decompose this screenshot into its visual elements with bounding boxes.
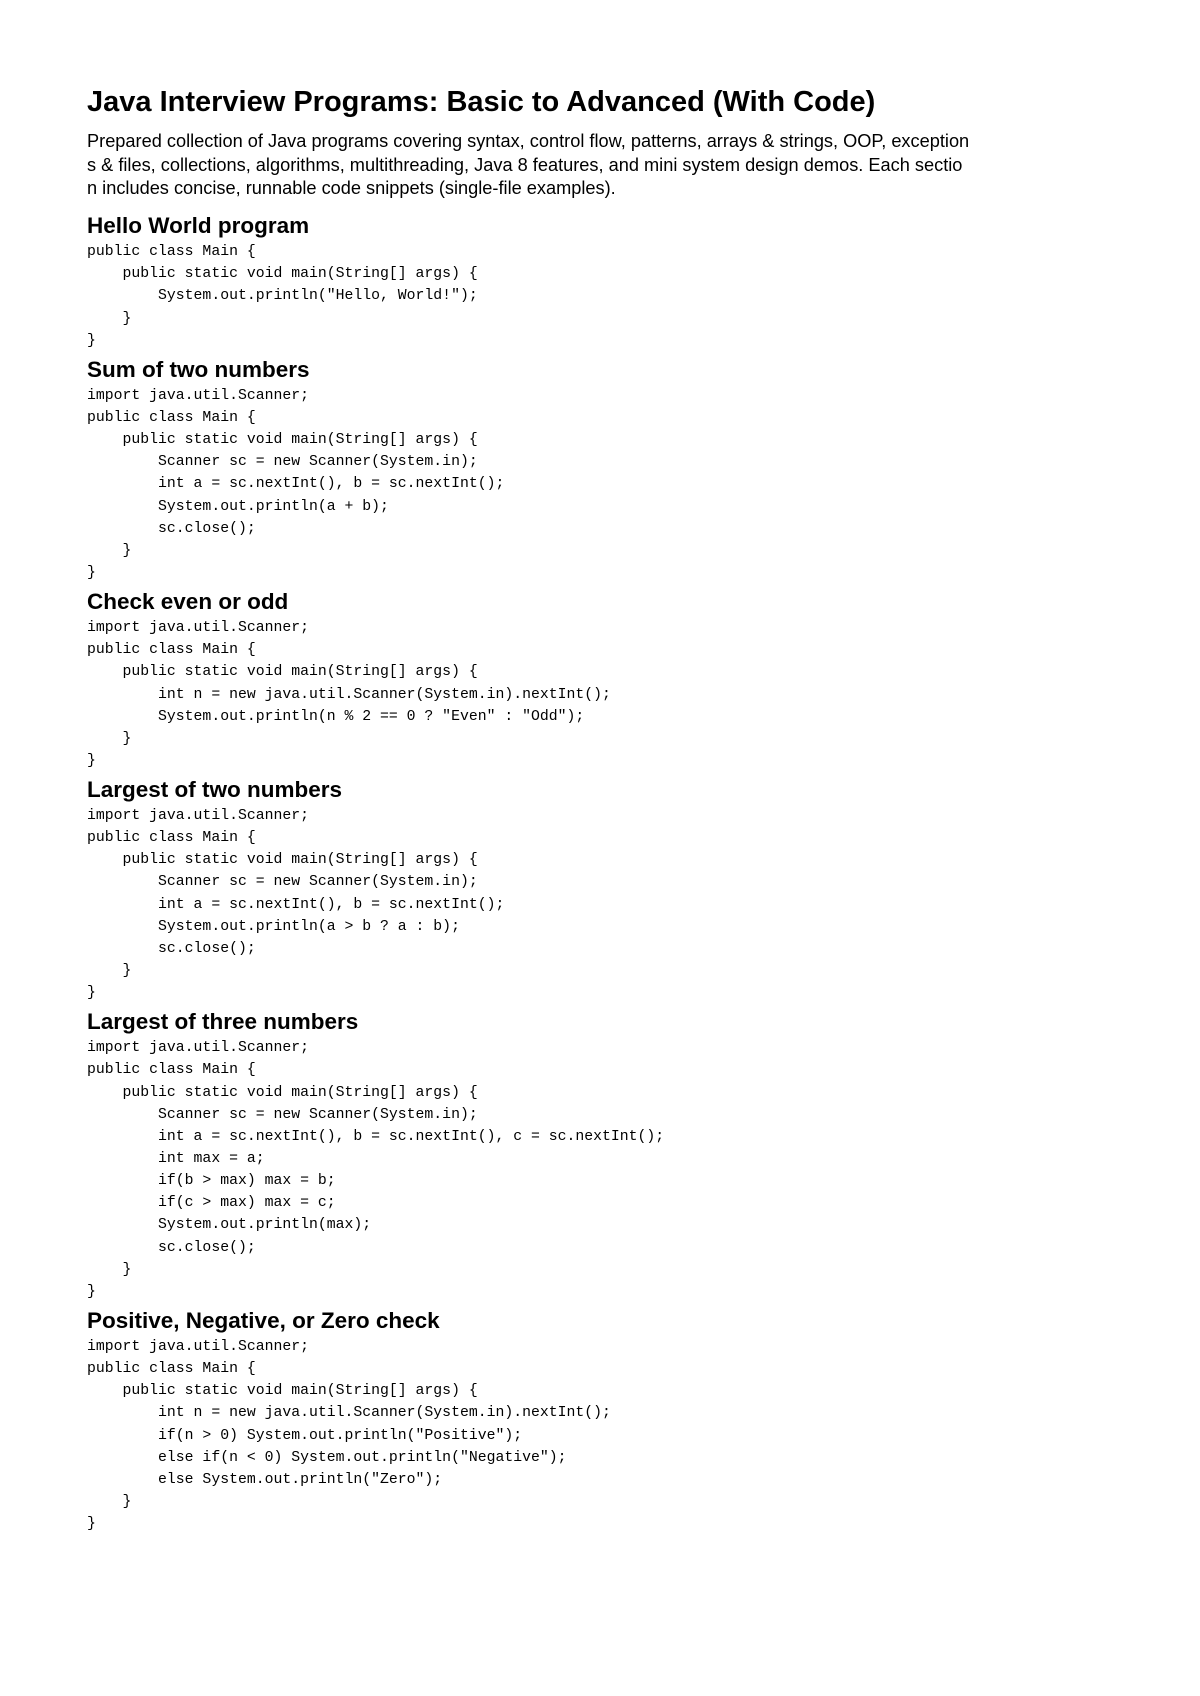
code-line: } <box>87 564 96 581</box>
code-line: } <box>87 1261 132 1278</box>
intro-line: n includes concise, runnable code snippets (single-file examples). <box>87 178 616 199</box>
code-line: System.out.println("Hello, World!"); <box>87 288 478 305</box>
code-block <box>87 241 1097 352</box>
code-block <box>87 805 1097 1004</box>
code-line: else System.out.println("Zero"); <box>87 1471 443 1488</box>
code-line: int a = sc.nextInt(), b = sc.nextInt(), c = sc.nextInt(); <box>87 1128 665 1145</box>
code-line: } <box>87 752 96 769</box>
code-line: public static void main(String[] args) { <box>87 432 478 449</box>
code-line: } <box>87 332 96 349</box>
code-line: else if(n < 0) System.out.println("Negative"); <box>87 1449 567 1466</box>
program-section <box>87 1306 1097 1535</box>
code-line: import java.util.Scanner; <box>87 387 309 404</box>
code-block <box>87 1037 1097 1303</box>
code-block <box>87 385 1097 584</box>
code-line: System.out.println(max); <box>87 1217 372 1234</box>
code-line: public class Main { <box>87 1361 256 1378</box>
code-line: int a = sc.nextInt(), b = sc.nextInt(); <box>87 476 505 493</box>
document-title: Java Interview Programs: Basic to Advanced (With Code) <box>87 86 876 118</box>
code-line: import java.util.Scanner; <box>87 1339 309 1356</box>
code-line: import java.util.Scanner; <box>87 808 309 825</box>
code-line: public static void main(String[] args) { <box>87 1383 478 1400</box>
code-line: if(c > max) max = c; <box>87 1195 336 1212</box>
code-line: int a = sc.nextInt(), b = sc.nextInt(); <box>87 896 505 913</box>
code-line: System.out.println(n % 2 == 0 ? "Even" : "Odd"); <box>87 708 585 725</box>
section-heading: Hello World program <box>87 213 310 239</box>
code-line: sc.close(); <box>87 520 256 537</box>
code-line: public class Main { <box>87 830 256 847</box>
intro-line: s & files, collections, algorithms, multithreading, Java 8 features, and mini system design demos. Each sectio <box>87 154 963 175</box>
code-line: } <box>87 730 132 747</box>
program-section <box>87 775 1097 1004</box>
intro-line: Prepared collection of Java programs covering syntax, control flow, patterns, arrays & strings, OOP, exception <box>87 131 970 151</box>
code-line: public class Main { <box>87 1062 256 1079</box>
code-block <box>87 617 1097 772</box>
code-line: public static void main(String[] args) { <box>87 852 478 869</box>
code-line: sc.close(); <box>87 1239 256 1256</box>
code-line: if(n > 0) System.out.println("Positive"); <box>87 1427 523 1444</box>
program-section <box>87 355 1097 584</box>
code-line: } <box>87 963 132 980</box>
code-line: public static void main(String[] args) { <box>87 1084 478 1101</box>
code-line: public static void main(String[] args) { <box>87 266 478 283</box>
code-line: } <box>87 310 132 327</box>
program-section <box>87 587 1097 772</box>
code-line: } <box>87 1516 96 1533</box>
code-line: import java.util.Scanner; <box>87 620 309 637</box>
section-heading: Sum of two numbers <box>87 356 310 382</box>
document-page <box>87 82 1097 1538</box>
code-line: public class Main { <box>87 244 256 261</box>
program-section <box>87 211 1097 352</box>
section-heading: Check even or odd <box>87 589 289 615</box>
code-line: public static void main(String[] args) { <box>87 664 478 681</box>
code-line: } <box>87 542 132 559</box>
code-line: } <box>87 985 96 1002</box>
section-heading: Largest of three numbers <box>87 1009 359 1035</box>
code-line: System.out.println(a + b); <box>87 498 389 515</box>
code-line: sc.close(); <box>87 940 256 957</box>
code-line: System.out.println(a > b ? a : b); <box>87 918 460 935</box>
code-line: import java.util.Scanner; <box>87 1040 309 1057</box>
intro-paragraph <box>87 130 1097 201</box>
program-section <box>87 1007 1097 1303</box>
section-heading: Positive, Negative, or Zero check <box>87 1308 440 1334</box>
sections-container <box>87 211 1097 1535</box>
code-line: int n = new java.util.Scanner(System.in).nextInt(); <box>87 686 611 703</box>
code-line: int max = a; <box>87 1151 265 1168</box>
code-line: } <box>87 1283 96 1300</box>
code-line: if(b > max) max = b; <box>87 1173 336 1190</box>
code-line: } <box>87 1494 132 1510</box>
code-line: int n = new java.util.Scanner(System.in).nextInt(); <box>87 1405 611 1422</box>
code-line: Scanner sc = new Scanner(System.in); <box>87 454 478 471</box>
code-block <box>87 1336 1097 1535</box>
code-line: public class Main { <box>87 409 256 426</box>
code-line: Scanner sc = new Scanner(System.in); <box>87 874 478 891</box>
section-heading: Largest of two numbers <box>87 777 343 803</box>
code-line: public class Main { <box>87 642 256 659</box>
code-line: Scanner sc = new Scanner(System.in); <box>87 1106 478 1123</box>
